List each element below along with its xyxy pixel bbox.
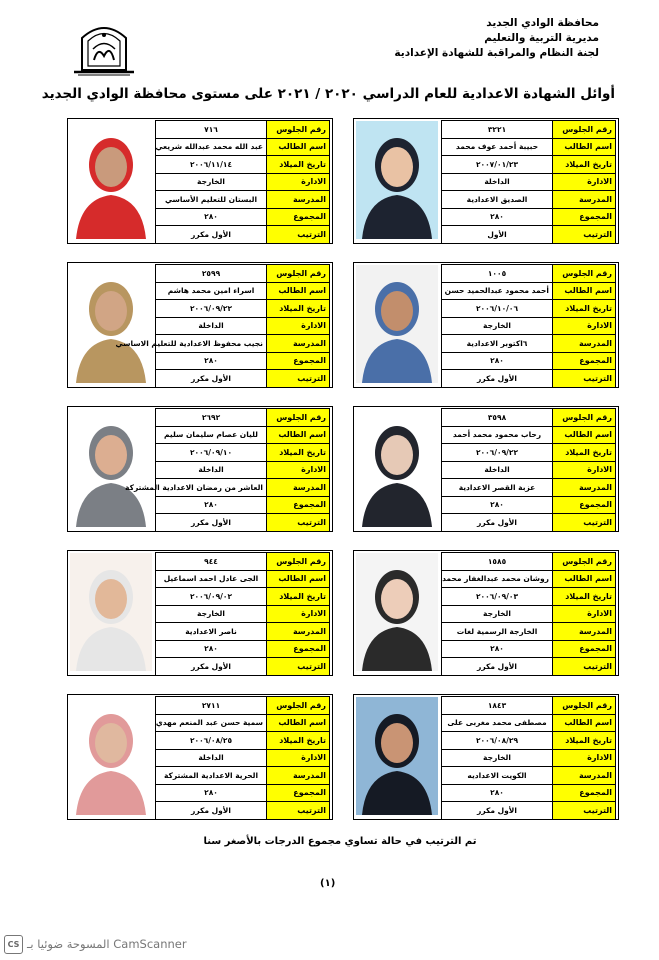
value-seat: ١٨٤٣ — [442, 697, 553, 715]
label-dob: تاريخ الميلاد — [553, 444, 616, 462]
label-dob: تاريخ الميلاد — [267, 444, 330, 462]
info-row-name — [156, 138, 330, 156]
label-name: اسم الطالب — [553, 426, 616, 444]
info-row-rank — [156, 802, 330, 820]
value-name: اسراء امين محمد هاشم — [156, 282, 267, 300]
camscanner-logo-icon: CS — [4, 935, 23, 954]
student-info-table — [441, 552, 616, 676]
header-block — [394, 16, 599, 61]
label-school: المدرسة — [267, 623, 330, 641]
label-admin: الادارة — [553, 749, 616, 767]
label-total: المجموع — [267, 496, 330, 514]
info-row-total — [442, 784, 616, 802]
label-school: المدرسة — [553, 479, 616, 497]
value-rank: الأول مكرر — [156, 802, 267, 820]
value-name: حبيبة أحمد عوف محمد — [442, 138, 553, 156]
label-admin: الادارة — [553, 605, 616, 623]
info-row-school — [156, 335, 330, 353]
value-name: سمية حسن عبد المنعم مهدي — [156, 714, 267, 732]
label-seat: رقم الجلوس — [553, 697, 616, 715]
label-school: المدرسة — [267, 767, 330, 785]
info-row-total — [442, 208, 616, 226]
info-row-rank — [442, 802, 616, 820]
label-name: اسم الطالب — [267, 282, 330, 300]
student-info-table — [441, 696, 616, 820]
label-school: المدرسة — [267, 479, 330, 497]
info-row-rank — [442, 370, 616, 388]
info-row-rank — [442, 658, 616, 676]
label-rank: الترتيب — [553, 370, 616, 388]
header-directorate: مديرية التربية والتعليم — [484, 32, 599, 44]
student-info-table — [155, 120, 330, 244]
student-photo — [70, 121, 152, 239]
label-seat: رقم الجلوس — [553, 121, 616, 139]
label-admin: الادارة — [267, 317, 330, 335]
ranking-note: تم الترتيب في حالة تساوي مجموع الدرجات بالأصغر سنا — [203, 836, 477, 847]
value-school: عزبة القصر الاعدادية — [442, 479, 553, 497]
value-name: روشان محمد عبدالغفار محمد — [442, 570, 553, 588]
info-row-admin — [156, 173, 330, 191]
student-card — [67, 118, 333, 244]
header-governorate: محافظة الوادي الجديد — [486, 17, 599, 29]
value-name: رحاب محمود محمد أحمد — [442, 426, 553, 444]
label-dob: تاريخ الميلاد — [267, 732, 330, 750]
student-info-table — [115, 264, 330, 388]
label-admin: الادارة — [267, 749, 330, 767]
info-row-dob — [442, 732, 616, 750]
value-dob: ٢٠٠٧/٠١/٢٣ — [442, 156, 553, 174]
student-info-table — [441, 264, 616, 388]
info-row-seat — [156, 265, 330, 283]
info-row-rank — [442, 226, 616, 244]
label-name: اسم الطالب — [553, 138, 616, 156]
info-row-seat — [442, 553, 616, 571]
info-row-school — [156, 479, 330, 497]
value-total: ٢٨٠ — [442, 784, 553, 802]
info-row-rank — [442, 514, 616, 532]
label-rank: الترتيب — [267, 514, 330, 532]
label-admin: الادارة — [267, 605, 330, 623]
label-total: المجموع — [553, 352, 616, 370]
info-row-dob — [442, 444, 616, 462]
value-total: ٢٨٠ — [156, 208, 267, 226]
info-row-school — [442, 767, 616, 785]
student-photo — [70, 265, 152, 383]
value-dob: ٢٠٠٦/٠٨/٢٩ — [442, 732, 553, 750]
value-rank: الأول — [442, 226, 553, 244]
label-seat: رقم الجلوس — [267, 697, 330, 715]
value-seat: ١٥٨٥ — [442, 553, 553, 571]
info-row-name — [156, 282, 330, 300]
value-school: الحرية الاعدادية المشتركة — [156, 767, 267, 785]
label-seat: رقم الجلوس — [553, 553, 616, 571]
value-dob: ٢٠٠٦/١١/١٤ — [156, 156, 267, 174]
label-rank: الترتيب — [267, 370, 330, 388]
label-name: اسم الطالب — [553, 282, 616, 300]
label-dob: تاريخ الميلاد — [267, 156, 330, 174]
student-photo — [70, 409, 152, 527]
value-school: ٦اكتوبر الاعدادية — [442, 335, 553, 353]
label-admin: الادارة — [267, 173, 330, 191]
value-total: ٢٨٠ — [156, 352, 267, 370]
info-row-seat — [442, 265, 616, 283]
camscanner-text: المسوحة ضوئيا بـ CamScanner — [27, 937, 187, 951]
value-dob: ٢٠٠٦/٠٩/١٠ — [156, 444, 267, 462]
student-photo — [356, 409, 438, 527]
info-row-admin — [442, 605, 616, 623]
label-admin: الادارة — [553, 173, 616, 191]
label-dob: تاريخ الميلاد — [553, 300, 616, 318]
student-photo — [356, 553, 438, 671]
value-rank: الأول مكرر — [442, 658, 553, 676]
info-row-dob — [156, 444, 330, 462]
info-row-school — [442, 191, 616, 209]
value-seat: ٩٤٤ — [156, 553, 267, 571]
info-row-dob — [156, 300, 330, 318]
label-rank: الترتيب — [553, 802, 616, 820]
label-name: اسم الطالب — [553, 570, 616, 588]
value-total: ٢٨٠ — [442, 496, 553, 514]
value-admin: الخارجة — [442, 317, 553, 335]
value-admin: الداخلة — [442, 173, 553, 191]
label-seat: رقم الجلوس — [267, 121, 330, 139]
info-row-name — [156, 570, 330, 588]
value-rank: الأول مكرر — [156, 658, 267, 676]
student-info-table — [125, 408, 330, 532]
info-row-admin — [156, 461, 330, 479]
info-row-total — [156, 208, 330, 226]
info-row-dob — [442, 156, 616, 174]
info-row-seat — [442, 697, 616, 715]
info-row-total — [442, 352, 616, 370]
student-photo — [70, 553, 152, 671]
value-total: ٢٨٠ — [156, 640, 267, 658]
label-name: اسم الطالب — [267, 426, 330, 444]
label-school: المدرسة — [553, 191, 616, 209]
label-total: المجموع — [267, 352, 330, 370]
info-row-seat — [156, 409, 330, 427]
label-rank: الترتيب — [267, 658, 330, 676]
student-card — [353, 550, 619, 676]
info-row-name — [442, 714, 616, 732]
student-photo — [356, 265, 438, 383]
label-seat: رقم الجلوس — [553, 409, 616, 427]
student-info-table — [441, 408, 616, 532]
student-info-table — [441, 120, 616, 244]
label-rank: الترتيب — [267, 802, 330, 820]
student-card — [67, 262, 333, 388]
label-name: اسم الطالب — [553, 714, 616, 732]
value-name: عبد الله محمد عبدالله شريعي — [156, 138, 267, 156]
info-row-school — [156, 191, 330, 209]
value-seat: ٢٧١١ — [156, 697, 267, 715]
value-dob: ٢٠٠٦/٠٩/٢٢ — [442, 444, 553, 462]
info-row-dob — [156, 732, 330, 750]
camscanner-watermark — [4, 934, 244, 954]
value-seat: ٣٢٢١ — [442, 121, 553, 139]
value-admin: الداخلة — [156, 317, 267, 335]
value-seat: ٢٥٩٩ — [156, 265, 267, 283]
value-school: ناصر الاعدادية — [156, 623, 267, 641]
label-seat: رقم الجلوس — [267, 553, 330, 571]
label-dob: تاريخ الميلاد — [553, 732, 616, 750]
page-title: أوائل الشهادة الاعدادية للعام الدراسي ٢٠٢٠ / ٢٠٢١ على مستوى محافظة الوادي الجديد — [41, 86, 615, 102]
value-school: العاشر من رمضان الاعدادية المشتركة — [156, 479, 267, 497]
label-seat: رقم الجلوس — [267, 265, 330, 283]
value-admin: الداخلة — [442, 461, 553, 479]
info-row-rank — [156, 658, 330, 676]
value-name: مصطفى محمد مغربى على — [442, 714, 553, 732]
info-row-seat — [442, 121, 616, 139]
value-dob: ٢٠٠٦/٠٩/٢٢ — [156, 300, 267, 318]
label-dob: تاريخ الميلاد — [553, 588, 616, 606]
student-photo — [70, 697, 152, 815]
label-total: المجموع — [267, 640, 330, 658]
label-school: المدرسة — [553, 767, 616, 785]
student-card — [353, 262, 619, 388]
label-rank: الترتيب — [267, 226, 330, 244]
label-rank: الترتيب — [553, 658, 616, 676]
info-row-seat — [442, 409, 616, 427]
value-total: ٢٨٠ — [442, 640, 553, 658]
student-photo — [356, 697, 438, 815]
label-rank: الترتيب — [553, 226, 616, 244]
label-admin: الادارة — [267, 461, 330, 479]
info-row-total — [442, 640, 616, 658]
info-row-admin — [442, 749, 616, 767]
info-row-school — [442, 479, 616, 497]
value-seat: ١٠٠٥ — [442, 265, 553, 283]
value-total: ٢٨٠ — [442, 208, 553, 226]
label-name: اسم الطالب — [267, 570, 330, 588]
label-school: المدرسة — [553, 623, 616, 641]
label-total: المجموع — [267, 208, 330, 226]
value-rank: الأول مكرر — [442, 514, 553, 532]
value-school: البستان للتعليم الأساسي — [156, 191, 267, 209]
certificate-logo — [68, 16, 140, 78]
info-row-rank — [156, 370, 330, 388]
label-admin: الادارة — [553, 317, 616, 335]
label-school: المدرسة — [267, 335, 330, 353]
value-admin: الخارجة — [156, 605, 267, 623]
info-row-admin — [156, 605, 330, 623]
info-row-seat — [156, 697, 330, 715]
student-card — [353, 118, 619, 244]
value-school: الكويت الاعداديه — [442, 767, 553, 785]
page-number: (١) — [320, 878, 336, 889]
student-card — [67, 694, 333, 820]
info-row-seat — [156, 121, 330, 139]
value-seat: ٧١٦ — [156, 121, 267, 139]
label-total: المجموع — [553, 784, 616, 802]
info-row-name — [156, 426, 330, 444]
student-card — [67, 406, 333, 532]
info-row-total — [156, 496, 330, 514]
student-card — [67, 550, 333, 676]
value-name: أحمد محمود عبدالحميد حسن — [442, 282, 553, 300]
info-row-admin — [156, 317, 330, 335]
value-rank: الأول مكرر — [156, 370, 267, 388]
info-row-name — [442, 426, 616, 444]
value-school: الخارجة الرسمية لغات — [442, 623, 553, 641]
value-rank: الأول مكرر — [442, 802, 553, 820]
student-card — [353, 694, 619, 820]
value-dob: ٢٠٠٦/١٠/٠٦ — [442, 300, 553, 318]
label-seat: رقم الجلوس — [267, 409, 330, 427]
value-rank: الأول مكرر — [156, 226, 267, 244]
student-info-table — [155, 696, 330, 820]
value-total: ٢٨٠ — [156, 784, 267, 802]
value-rank: الأول مكرر — [442, 370, 553, 388]
info-row-name — [442, 138, 616, 156]
info-row-admin — [442, 461, 616, 479]
value-name: لليان عصام سليمان سليم — [156, 426, 267, 444]
label-school: المدرسة — [267, 191, 330, 209]
value-admin: الخارجة — [442, 749, 553, 767]
value-dob: ٢٠٠٦/٠٩/٠٣ — [442, 588, 553, 606]
info-row-total — [156, 784, 330, 802]
info-row-school — [442, 623, 616, 641]
label-admin: الادارة — [553, 461, 616, 479]
value-dob: ٢٠٠٦/٠٩/٠٢ — [156, 588, 267, 606]
info-row-name — [156, 714, 330, 732]
info-row-seat — [156, 553, 330, 571]
value-rank: الأول مكرر — [156, 514, 267, 532]
info-row-total — [156, 352, 330, 370]
info-row-admin — [156, 749, 330, 767]
info-row-rank — [156, 226, 330, 244]
info-row-admin — [442, 317, 616, 335]
label-name: اسم الطالب — [267, 714, 330, 732]
value-name: الجى عادل احمد اسماعيل — [156, 570, 267, 588]
info-row-dob — [442, 588, 616, 606]
info-row-dob — [156, 588, 330, 606]
info-row-rank — [156, 514, 330, 532]
label-dob: تاريخ الميلاد — [267, 588, 330, 606]
info-row-school — [442, 335, 616, 353]
value-seat: ٣٥٩٨ — [442, 409, 553, 427]
value-seat: ٢٦٩٢ — [156, 409, 267, 427]
value-total: ٢٨٠ — [156, 496, 267, 514]
label-dob: تاريخ الميلاد — [553, 156, 616, 174]
label-name: اسم الطالب — [267, 138, 330, 156]
value-total: ٢٨٠ — [442, 352, 553, 370]
info-row-admin — [442, 173, 616, 191]
label-rank: الترتيب — [553, 514, 616, 532]
info-row-school — [156, 623, 330, 641]
info-row-name — [442, 282, 616, 300]
label-total: المجموع — [267, 784, 330, 802]
label-total: المجموع — [553, 640, 616, 658]
label-seat: رقم الجلوس — [553, 265, 616, 283]
label-total: المجموع — [553, 496, 616, 514]
value-dob: ٢٠٠٦/٠٨/٢٥ — [156, 732, 267, 750]
info-row-total — [442, 496, 616, 514]
label-school: المدرسة — [553, 335, 616, 353]
info-row-total — [156, 640, 330, 658]
student-info-table — [155, 552, 330, 676]
info-row-dob — [156, 156, 330, 174]
value-admin: الداخلة — [156, 461, 267, 479]
student-photo — [356, 121, 438, 239]
value-admin: الخارجة — [442, 605, 553, 623]
value-school: نجيب محفوظ الاعدادية للتعليم الاساسي — [156, 335, 267, 353]
info-row-name — [442, 570, 616, 588]
label-total: المجموع — [553, 208, 616, 226]
label-dob: تاريخ الميلاد — [267, 300, 330, 318]
student-card — [353, 406, 619, 532]
value-admin: الخارجة — [156, 173, 267, 191]
value-school: الصديق الاعدادية — [442, 191, 553, 209]
value-admin: الداخلة — [156, 749, 267, 767]
header-committee: لجنة النظام والمراقبة للشهادة الإعدادية — [394, 47, 599, 59]
info-row-school — [156, 767, 330, 785]
info-row-dob — [442, 300, 616, 318]
